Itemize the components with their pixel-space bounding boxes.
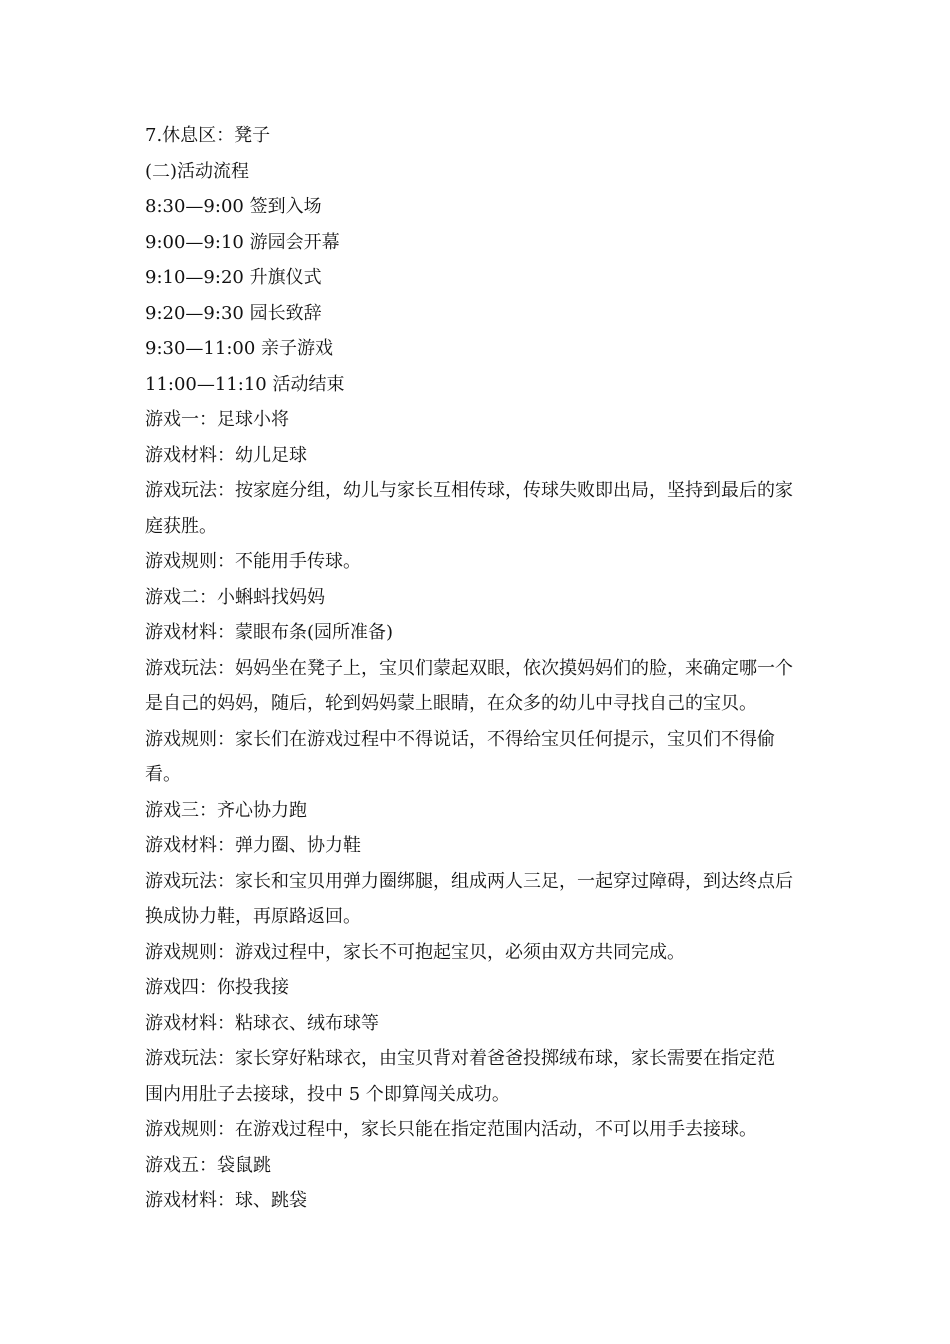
game-rules-text: 游戏规则：家长们在游戏过程中不得说话，不得给宝贝任何提示，宝贝们不得偷 bbox=[145, 728, 775, 750]
game-title: 游戏二：小蝌蚪找妈妈 bbox=[145, 586, 325, 608]
schedule-item: 8:30—9:00 签到入场 bbox=[145, 196, 322, 217]
game-rules-text: 是自己的妈妈，随后，轮到妈妈蒙上眼睛，在众多的幼儿中寻找自己的宝贝。 bbox=[145, 693, 757, 714]
game-rules-text: 围内用肚子去接球，投中 5 个即算闯关成功。 bbox=[145, 1083, 510, 1105]
game-materials: 游戏材料：蒙眼布条(园所准备) bbox=[145, 622, 394, 643]
game-title: 游戏五：袋鼠跳 bbox=[145, 1154, 271, 1176]
game-title: 游戏一：足球小将 bbox=[145, 409, 289, 430]
game-materials: 游戏材料：粘球衣、绒布球等 bbox=[145, 1012, 379, 1034]
schedule-item: 9:00—9:10 游园会开幕 bbox=[145, 231, 340, 253]
game-rules-text: 游戏玩法：妈妈坐在凳子上，宝贝们蒙起双眼，依次摸妈妈们的脸，来确定哪一个 bbox=[145, 657, 793, 679]
game-rules-text: 游戏规则：在游戏过程中，家长只能在指定范围内活动，不可以用手去接球。 bbox=[145, 1119, 757, 1140]
game-rules-text: 游戏玩法：按家庭分组，幼儿与家长互相传球，传球失败即出局，坚持到最后的家 bbox=[145, 480, 793, 501]
game-rules-text: 看。 bbox=[145, 764, 181, 785]
game-rules-text: 游戏规则：不能用手传球。 bbox=[145, 551, 361, 572]
game-title: 游戏四：你投我接 bbox=[145, 977, 289, 998]
game-rules-text: 游戏规则：游戏过程中，家长不可抱起宝贝，必须由双方共同完成。 bbox=[145, 941, 685, 963]
document-body bbox=[145, 118, 809, 1219]
schedule-item: 9:30—11:00 亲子游戏 bbox=[145, 338, 334, 359]
game-materials: 游戏材料：幼儿足球 bbox=[145, 444, 307, 466]
game-rules-text: 换成协力鞋，再原路返回。 bbox=[145, 906, 361, 927]
section-heading: (二)活动流程 bbox=[145, 160, 250, 182]
text-line: 7.休息区：凳子 bbox=[145, 125, 271, 146]
game-materials: 游戏材料：弹力圈、协力鞋 bbox=[145, 835, 361, 856]
game-rules-text: 游戏玩法：家长和宝贝用弹力圈绑腿，组成两人三足，一起穿过障碍，到达终点后 bbox=[145, 870, 793, 892]
schedule-item: 9:10—9:20 升旗仪式 bbox=[145, 267, 322, 288]
schedule-item: 11:00—11:10 活动结束 bbox=[145, 373, 345, 395]
schedule-item: 9:20—9:30 园长致辞 bbox=[145, 302, 322, 324]
game-title: 游戏三：齐心协力跑 bbox=[145, 799, 307, 821]
game-rules-text: 游戏玩法：家长穿好粘球衣，由宝贝背对着爸爸投掷绒布球，家长需要在指定范 bbox=[145, 1048, 775, 1069]
game-materials: 游戏材料：球、跳袋 bbox=[145, 1190, 307, 1211]
game-rules-text: 庭获胜。 bbox=[145, 515, 217, 537]
